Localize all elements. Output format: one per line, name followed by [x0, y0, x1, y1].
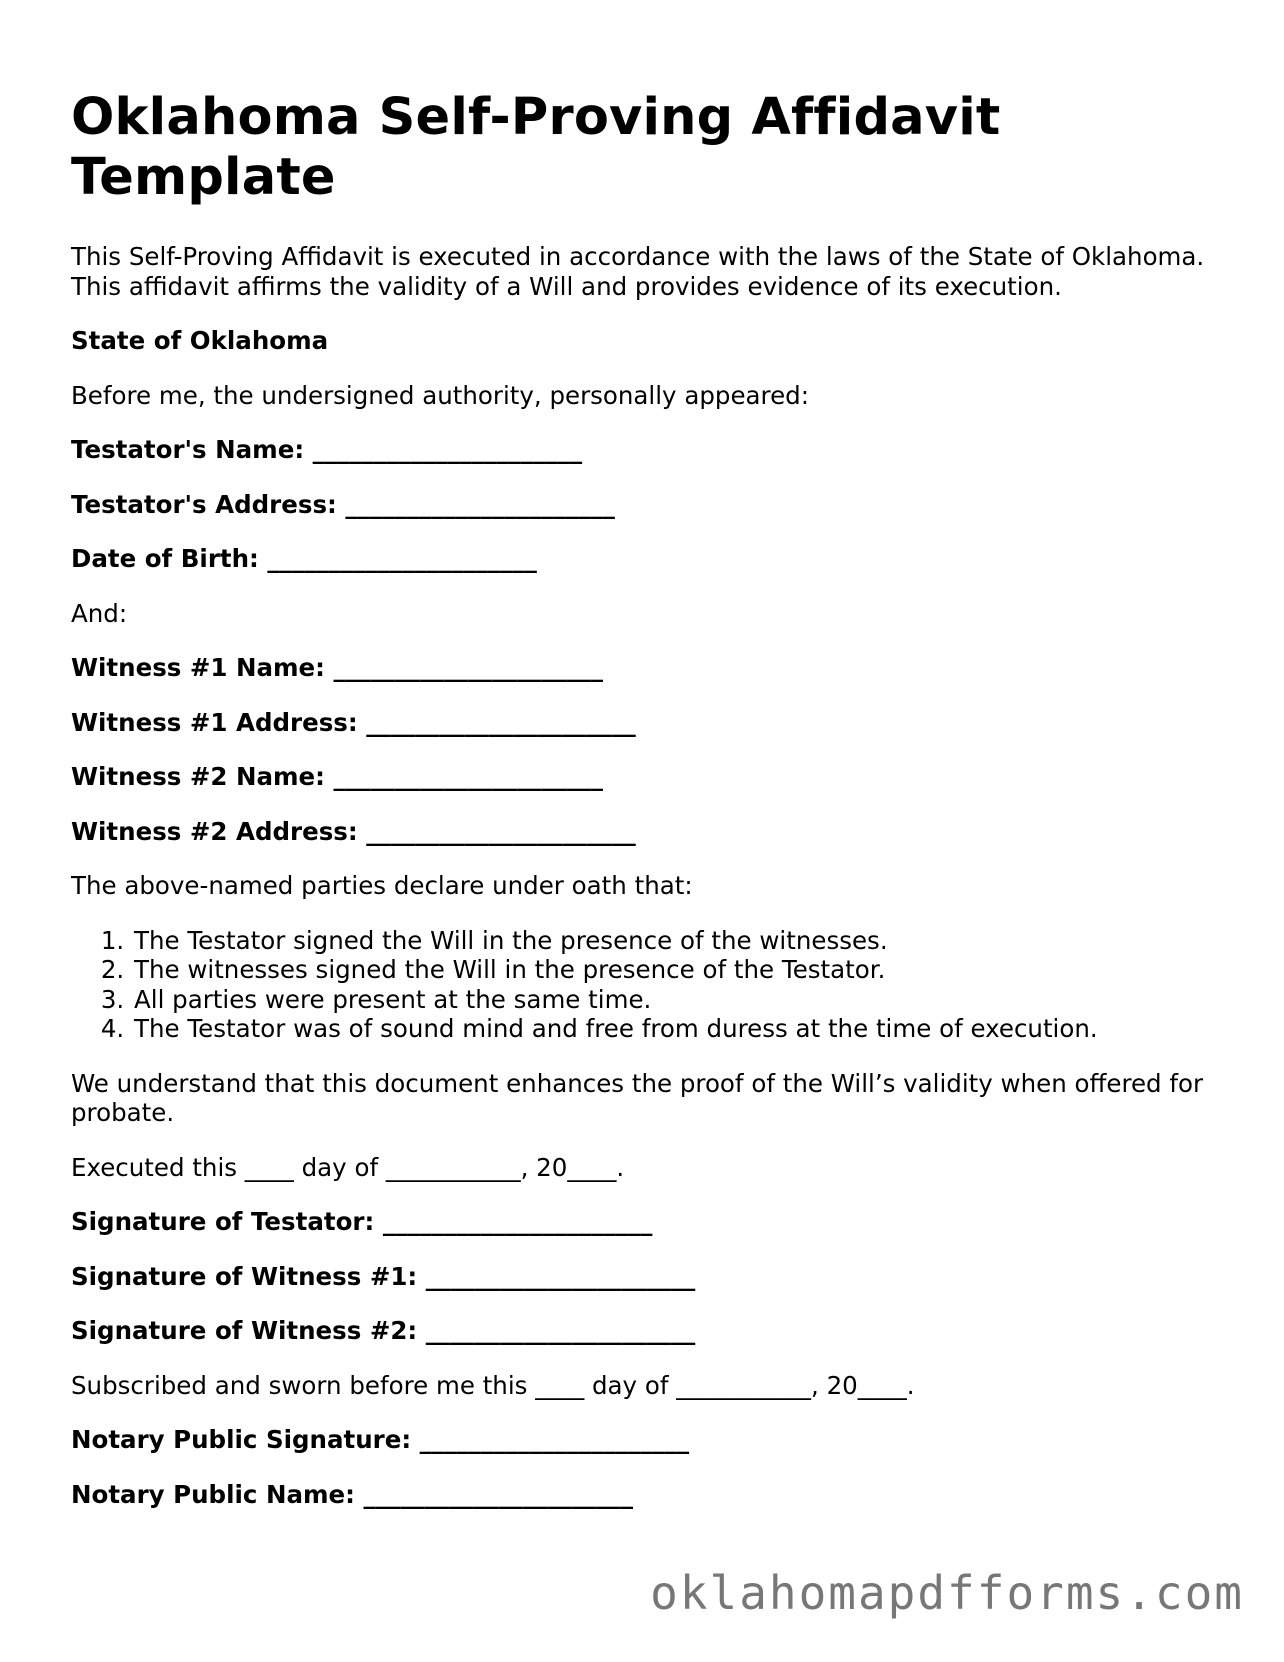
list-item: 1. The Testator signed the Will in the presence of the witnesses.	[132, 926, 1211, 956]
executed-date-field[interactable]: Executed this ____ day of ___________, 20____.	[71, 1152, 625, 1182]
and-text: And:	[71, 598, 128, 628]
understand-paragraph: We understand that this document enhances the proof of the Will’s validity when offered for probate.	[71, 1068, 1204, 1127]
testator-signature-field[interactable]: Signature of Testator: ______________________	[71, 1207, 653, 1236]
notary-name-field[interactable]: Notary Public Name: ______________________	[71, 1479, 633, 1509]
witness-1-signature-field[interactable]: Signature of Witness #1: ______________________	[71, 1261, 696, 1291]
list-item: 2. The witnesses signed the Will in the presence of the Testator.	[132, 955, 1211, 985]
document-title: Oklahoma Self-Proving Affidavit Template	[71, 88, 1001, 207]
list-item: 3. All parties were present at the same time.	[132, 985, 1211, 1015]
notary-signature-field[interactable]: Notary Public Signature: ______________________	[71, 1425, 690, 1454]
witness-2-address-field[interactable]: Witness #2 Address: ______________________	[71, 816, 636, 846]
document-page	[71, 88, 1211, 1534]
subscribed-date-field[interactable]: Subscribed and sworn before me this ____ day of ___________, 20____.	[71, 1370, 915, 1400]
site-watermark: oklahomapdfforms.com	[650, 1566, 1244, 1620]
before-me-text: Before me, the undersigned authority, personally appeared:	[71, 380, 809, 410]
witness-1-address-field[interactable]: Witness #1 Address: ______________________	[71, 707, 636, 737]
witness-2-signature-field[interactable]: Signature of Witness #2: ______________________	[71, 1316, 696, 1345]
testator-address-field[interactable]: Testator's Address: ______________________	[71, 489, 615, 519]
witness-2-name-field[interactable]: Witness #2 Name: ______________________	[71, 762, 604, 791]
testator-name-field[interactable]: Testator's Name: ______________________	[71, 435, 583, 464]
declarations-list	[71, 926, 1211, 1044]
witness-1-name-field[interactable]: Witness #1 Name: ______________________	[71, 653, 604, 682]
list-item: 4. The Testator was of sound mind and free from duress at the time of execution.	[132, 1014, 1211, 1044]
state-heading: State of Oklahoma	[71, 326, 329, 355]
date-of-birth-field[interactable]: Date of Birth: ______________________	[71, 544, 537, 573]
intro-paragraph: This Self-Proving Affidavit is executed in accordance with the laws of the State of Oklahoma. This affidavit affirms the validity of a Will and provides evidence of its execution.	[71, 242, 1205, 301]
declare-text: The above-named parties declare under oath that:	[71, 871, 693, 900]
